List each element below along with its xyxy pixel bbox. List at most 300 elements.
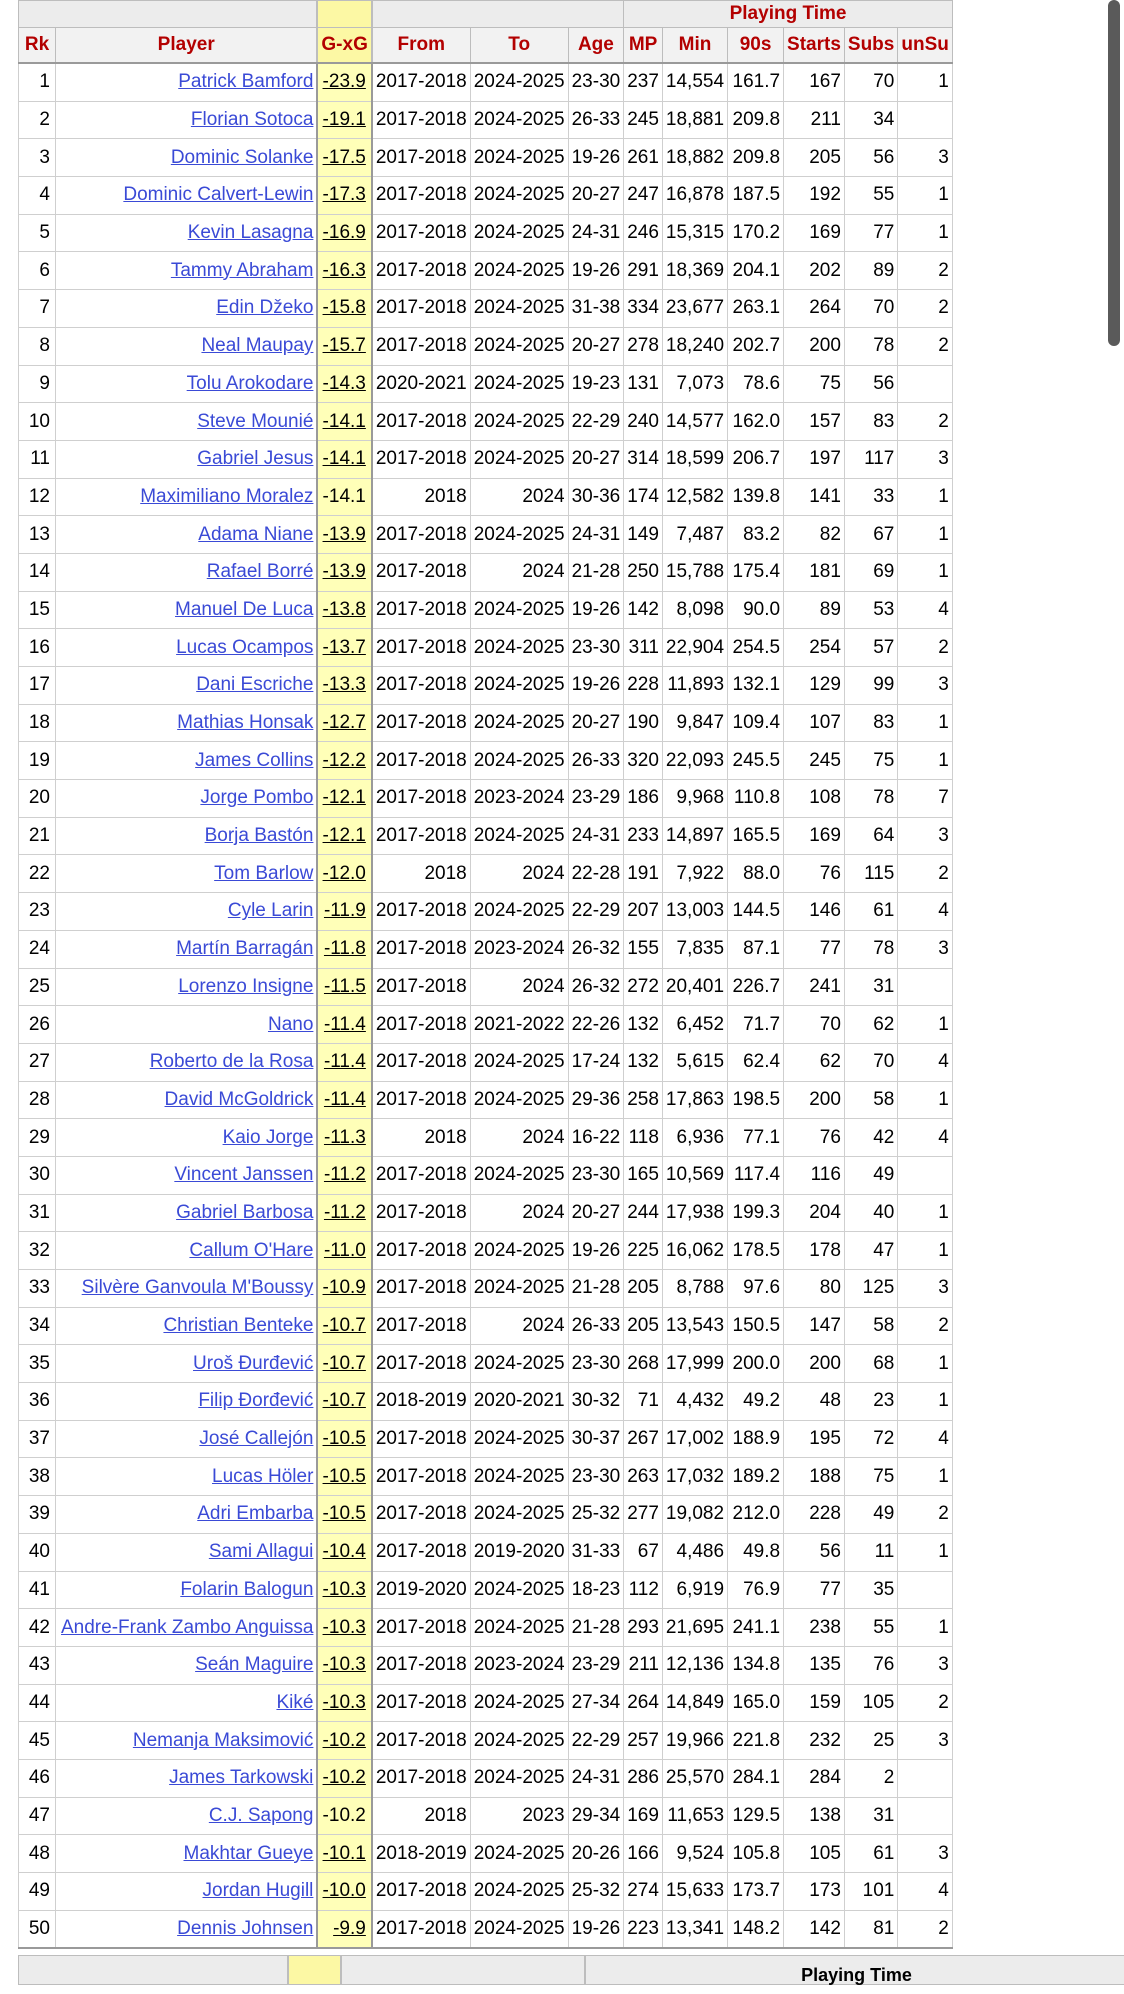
over-header-gxg-blank — [317, 1, 371, 28]
player-link[interactable]: Tammy Abraham — [170, 259, 314, 281]
cell-starts: 254 — [784, 629, 845, 667]
cell-min: 20,401 — [662, 968, 727, 1006]
player-link[interactable]: Tolu Arokodare — [186, 372, 314, 394]
col-header-age[interactable]: Age — [568, 28, 624, 64]
gxg-link[interactable]: -13.9 — [322, 523, 366, 545]
cell-player — [56, 893, 318, 931]
cell-rk: 3 — [19, 139, 56, 177]
player-link[interactable]: Maximiliano Moralez — [140, 485, 314, 507]
cell-mp: 267 — [624, 1420, 663, 1458]
gxg-link[interactable]: -13.8 — [322, 598, 366, 620]
gxg-link[interactable]: -10.5 — [322, 1465, 366, 1487]
col-header-mp[interactable]: MP — [624, 28, 663, 64]
player-link[interactable]: Andre-Frank Zambo Anguissa — [61, 1616, 314, 1638]
player-link[interactable]: C.J. Sapong — [208, 1804, 314, 1826]
cell-from: 2017-2018 — [372, 214, 470, 252]
cell-min: 7,487 — [662, 516, 727, 554]
cell-n90: 209.8 — [728, 139, 784, 177]
cell-subs: 25 — [844, 1722, 897, 1760]
player-link[interactable]: Tom Barlow — [214, 862, 314, 884]
gxg-link[interactable]: -10.7 — [322, 1352, 366, 1374]
cell-subs: 57 — [844, 629, 897, 667]
cell-player — [56, 365, 318, 403]
player-link[interactable]: Nano — [267, 1013, 314, 1035]
cell-n90: 173.7 — [728, 1873, 784, 1911]
player-link[interactable]: Florian Sotoca — [190, 109, 314, 131]
player-link[interactable]: Dominic Solanke — [170, 146, 314, 168]
col-header-min[interactable]: Min — [662, 28, 727, 64]
cell-starts: 200 — [784, 1345, 845, 1383]
cell-age: 20-26 — [568, 1835, 624, 1873]
cell-gxg — [317, 1006, 371, 1044]
cell-age: 23-30 — [568, 1156, 624, 1194]
player-link[interactable]: José Callejón — [199, 1428, 314, 1450]
gxg-link[interactable]: -11.8 — [323, 938, 366, 960]
cell-subs: 31 — [844, 1797, 897, 1835]
cell-mp: 246 — [624, 214, 663, 252]
cell-from: 2017-2018 — [372, 1722, 470, 1760]
gxg-link[interactable]: -12.1 — [322, 825, 366, 847]
player-link[interactable]: Lorenzo Insigne — [178, 975, 314, 997]
gxg-link[interactable]: -23.9 — [322, 71, 366, 93]
cell-starts: 241 — [784, 968, 845, 1006]
cell-mp: 71 — [624, 1383, 663, 1421]
player-link[interactable]: Adri Embarba — [197, 1503, 314, 1525]
cell-from: 2017-2018 — [372, 252, 470, 290]
cell-player — [56, 1910, 318, 1948]
table-row — [19, 1043, 953, 1081]
cell-subs: 49 — [844, 1156, 897, 1194]
cell-subs: 49 — [844, 1496, 897, 1534]
gxg-link[interactable]: -10.3 — [322, 1616, 366, 1638]
gxg-link[interactable]: -17.5 — [322, 146, 366, 168]
cell-mp: 268 — [624, 1345, 663, 1383]
cell-rk: 10 — [19, 403, 56, 441]
cell-rk: 17 — [19, 667, 56, 705]
cell-gxg — [317, 742, 371, 780]
gxg-link[interactable]: -14.1 — [322, 410, 366, 432]
gxg-link[interactable]: -9.9 — [333, 1918, 366, 1940]
cell-n90: 188.9 — [728, 1420, 784, 1458]
cell-to: 2024-2025 — [470, 1156, 568, 1194]
cell-subs: 99 — [844, 667, 897, 705]
cell-gxg — [317, 290, 371, 328]
player-link[interactable]: James Tarkowski — [169, 1767, 314, 1789]
cell-gxg — [317, 177, 371, 215]
player-link[interactable]: Silvère Ganvoula M'Boussy — [81, 1277, 314, 1299]
cell-min: 18,240 — [662, 327, 727, 365]
cell-starts: 146 — [784, 893, 845, 931]
cell-min: 11,653 — [662, 1797, 727, 1835]
cell-gxg — [317, 1119, 371, 1157]
cell-rk: 50 — [19, 1910, 56, 1948]
cell-to: 2024-2025 — [470, 1571, 568, 1609]
col-header-unsubs[interactable]: unSu — [898, 28, 953, 64]
cell-unsub: 7 — [898, 780, 953, 818]
cell-player — [56, 1797, 318, 1835]
col-header-starts[interactable]: Starts — [784, 28, 845, 64]
cell-player — [56, 1156, 318, 1194]
table-row — [19, 365, 953, 403]
gxg-link[interactable]: -12.2 — [322, 749, 366, 771]
player-link[interactable]: Jorge Pombo — [200, 787, 314, 809]
gxg-link[interactable]: -13.7 — [322, 636, 366, 658]
cell-n90: 76.9 — [728, 1571, 784, 1609]
cell-age: 20-27 — [568, 440, 624, 478]
cell-player — [56, 214, 318, 252]
cell-gxg — [317, 553, 371, 591]
cell-starts: 238 — [784, 1609, 845, 1647]
cell-subs: 61 — [844, 1835, 897, 1873]
col-header-90s[interactable]: 90s — [728, 28, 784, 64]
cell-rk: 19 — [19, 742, 56, 780]
cell-from: 2017-2018 — [372, 403, 470, 441]
player-link[interactable]: Kiké — [276, 1691, 314, 1713]
col-header-from[interactable]: From — [372, 28, 470, 64]
cell-n90: 83.2 — [728, 516, 784, 554]
player-link[interactable]: Steve Mounié — [197, 410, 314, 432]
cell-unsub: 2 — [898, 403, 953, 441]
gxg-link[interactable]: -16.3 — [322, 259, 366, 281]
gxg-link[interactable]: -11.4 — [323, 1013, 366, 1035]
gxg-link[interactable]: -11.4 — [323, 1088, 366, 1110]
cell-from: 2017-2018 — [372, 1081, 470, 1119]
cell-unsub: 4 — [898, 893, 953, 931]
cell-unsub: 1 — [898, 1458, 953, 1496]
cell-gxg — [317, 1458, 371, 1496]
player-link[interactable]: Manuel De Luca — [175, 598, 314, 620]
gxg-link[interactable]: -11.0 — [323, 1239, 366, 1261]
cell-from: 2017-2018 — [372, 1910, 470, 1948]
cell-gxg — [317, 1533, 371, 1571]
table-row — [19, 177, 953, 215]
cell-age: 24-31 — [568, 1759, 624, 1797]
col-header-to[interactable]: To — [470, 28, 568, 64]
gxg-link[interactable]: -12.0 — [322, 862, 366, 884]
cell-n90: 129.5 — [728, 1797, 784, 1835]
gxg-link[interactable]: -16.9 — [322, 222, 366, 244]
cell-starts: 192 — [784, 177, 845, 215]
player-link[interactable]: Roberto de la Rosa — [149, 1051, 314, 1073]
cell-gxg — [317, 1081, 371, 1119]
cell-mp: 174 — [624, 478, 663, 516]
cell-starts: 89 — [784, 591, 845, 629]
player-link[interactable]: Dani Escriche — [196, 674, 314, 696]
cell-to: 2020-2021 — [470, 1383, 568, 1421]
cell-n90: 199.3 — [728, 1194, 784, 1232]
table-row — [19, 1910, 953, 1948]
cell-unsub: 1 — [898, 177, 953, 215]
cell-to: 2024-2025 — [470, 101, 568, 139]
gxg-link[interactable]: -10.3 — [322, 1654, 366, 1676]
player-link[interactable]: Cyle Larin — [227, 900, 314, 922]
gxg-link[interactable]: -19.1 — [322, 109, 366, 131]
table-row — [19, 1759, 953, 1797]
gxg-link[interactable]: -13.3 — [322, 674, 366, 696]
cell-rk: 12 — [19, 478, 56, 516]
cell-starts: 157 — [784, 403, 845, 441]
player-link[interactable]: Martín Barragán — [176, 938, 314, 960]
cell-n90: 90.0 — [728, 591, 784, 629]
cell-mp: 247 — [624, 177, 663, 215]
cell-to: 2024-2025 — [470, 1345, 568, 1383]
table-row — [19, 1006, 953, 1044]
cell-min: 18,599 — [662, 440, 727, 478]
cell-to: 2024-2025 — [470, 1496, 568, 1534]
over-header-row — [19, 1, 953, 28]
cell-from: 2017-2018 — [372, 930, 470, 968]
cell-subs: 125 — [844, 1270, 897, 1308]
gxg-link[interactable]: -10.3 — [322, 1578, 366, 1600]
cell-gxg — [317, 252, 371, 290]
cell-subs: 33 — [844, 478, 897, 516]
cell-from: 2017-2018 — [372, 1496, 470, 1534]
player-link[interactable]: Borja Bastón — [204, 825, 314, 847]
cell-subs: 83 — [844, 403, 897, 441]
cell-min: 6,919 — [662, 1571, 727, 1609]
cell-min: 18,881 — [662, 101, 727, 139]
cell-age: 22-26 — [568, 1006, 624, 1044]
player-link[interactable]: Nemanja Maksimović — [132, 1729, 314, 1751]
cell-n90: 139.8 — [728, 478, 784, 516]
cell-from: 2017-2018 — [372, 1533, 470, 1571]
cell-rk: 24 — [19, 930, 56, 968]
player-link[interactable]: Seán Maguire — [195, 1654, 314, 1676]
cell-to: 2024-2025 — [470, 1873, 568, 1911]
gxg-link[interactable]: -10.7 — [322, 1315, 366, 1337]
gxg-link[interactable]: -11.9 — [323, 900, 366, 922]
cell-min: 6,452 — [662, 1006, 727, 1044]
cell-gxg — [317, 440, 371, 478]
cell-unsub — [898, 1571, 953, 1609]
cell-player — [56, 1571, 318, 1609]
cell-min: 18,369 — [662, 252, 727, 290]
player-link[interactable]: James Collins — [195, 749, 314, 771]
gxg-link[interactable]: -13.9 — [322, 561, 366, 583]
cell-from: 2017-2018 — [372, 553, 470, 591]
cell-player — [56, 780, 318, 818]
cell-age: 22-28 — [568, 855, 624, 893]
cell-n90: 200.0 — [728, 1345, 784, 1383]
player-link[interactable]: Mathias Honsak — [177, 712, 314, 734]
gxg-link[interactable]: -14.1 — [322, 448, 366, 470]
gxg-link[interactable]: -10.5 — [322, 1503, 366, 1525]
cell-subs: 23 — [844, 1383, 897, 1421]
cell-to: 2024-2025 — [470, 516, 568, 554]
cell-min: 14,897 — [662, 817, 727, 855]
cell-player — [56, 177, 318, 215]
cell-unsub: 2 — [898, 252, 953, 290]
gxg-link[interactable]: -10.1 — [322, 1842, 366, 1864]
table-row — [19, 1722, 953, 1760]
player-link[interactable]: Lucas Höler — [212, 1465, 314, 1487]
cell-unsub: 1 — [898, 553, 953, 591]
cell-rk: 36 — [19, 1383, 56, 1421]
cell-subs: 89 — [844, 252, 897, 290]
table-row — [19, 667, 953, 705]
cell-from: 2017-2018 — [372, 742, 470, 780]
table-row — [19, 742, 953, 780]
cell-age: 30-37 — [568, 1420, 624, 1458]
cell-unsub: 1 — [898, 214, 953, 252]
player-link[interactable]: Edin Džeko — [216, 297, 314, 319]
col-header-subs[interactable]: Subs — [844, 28, 897, 64]
player-link[interactable]: Sami Allagui — [208, 1541, 314, 1563]
cell-to: 2024-2025 — [470, 1835, 568, 1873]
cell-gxg — [317, 930, 371, 968]
cell-from: 2017-2018 — [372, 327, 470, 365]
cell-to: 2024-2025 — [470, 591, 568, 629]
cell-gxg — [317, 855, 371, 893]
cell-rk: 15 — [19, 591, 56, 629]
cell-subs: 70 — [844, 63, 897, 101]
player-link[interactable]: Dennis Johnsen — [177, 1918, 314, 1940]
gxg-link[interactable]: -10.9 — [322, 1277, 366, 1299]
cell-rk: 42 — [19, 1609, 56, 1647]
player-link[interactable]: Callum O'Hare — [189, 1239, 314, 1261]
cell-n90: 132.1 — [728, 667, 784, 705]
gxg-link[interactable]: -15.7 — [322, 335, 366, 357]
cell-from: 2017-2018 — [372, 1156, 470, 1194]
table-row — [19, 1420, 953, 1458]
cell-min: 12,582 — [662, 478, 727, 516]
cell-unsub: 3 — [898, 1722, 953, 1760]
player-link[interactable]: Folarin Balogun — [180, 1578, 314, 1600]
cell-rk: 16 — [19, 629, 56, 667]
player-link[interactable]: Kevin Lasagna — [187, 222, 314, 244]
player-link[interactable]: David McGoldrick — [164, 1088, 314, 1110]
cell-rk: 38 — [19, 1458, 56, 1496]
cell-min: 9,968 — [662, 780, 727, 818]
cell-min: 13,543 — [662, 1307, 727, 1345]
cell-age: 31-38 — [568, 290, 624, 328]
cell-min: 13,341 — [662, 1910, 727, 1948]
cell-rk: 4 — [19, 177, 56, 215]
player-link[interactable]: Neal Maupay — [201, 335, 314, 357]
player-link[interactable]: Uroš Đurđević — [193, 1352, 314, 1374]
player-link[interactable]: Gabriel Barbosa — [176, 1201, 314, 1223]
col-header-rk[interactable]: Rk — [19, 28, 56, 64]
cell-gxg — [317, 1307, 371, 1345]
gxg-link[interactable]: -10.2 — [322, 1729, 366, 1751]
cell-unsub: 1 — [898, 1383, 953, 1421]
cell-gxg — [317, 591, 371, 629]
gxg-link[interactable]: -17.3 — [322, 184, 366, 206]
gxg-link[interactable]: -10.0 — [322, 1880, 366, 1902]
player-link[interactable]: Makhtar Gueye — [183, 1842, 314, 1864]
player-link[interactable]: Jordan Hugill — [202, 1880, 314, 1902]
cell-min: 8,098 — [662, 591, 727, 629]
gxg-link[interactable]: -10.4 — [322, 1541, 366, 1563]
gxg-link[interactable]: -11.2 — [323, 1164, 366, 1186]
cell-mp: 118 — [624, 1119, 663, 1157]
cell-from: 2017-2018 — [372, 1759, 470, 1797]
cell-age: 17-24 — [568, 1043, 624, 1081]
gxg-link[interactable]: -15.8 — [322, 297, 366, 319]
gxg-link[interactable]: -12.1 — [322, 787, 366, 809]
gxg-link[interactable]: -10.5 — [322, 1428, 366, 1450]
table-row — [19, 403, 953, 441]
scrollbar-thumb[interactable] — [1108, 0, 1120, 346]
cell-player — [56, 1119, 318, 1157]
cell-starts: 205 — [784, 139, 845, 177]
gxg-link[interactable]: -11.5 — [323, 975, 366, 997]
cell-unsub: 1 — [898, 704, 953, 742]
cell-starts: 141 — [784, 478, 845, 516]
cell-starts: 107 — [784, 704, 845, 742]
cell-age: 16-22 — [568, 1119, 624, 1157]
cell-age: 23-30 — [568, 1458, 624, 1496]
gxg-link[interactable]: -11.2 — [323, 1201, 366, 1223]
cell-to: 2024-2025 — [470, 893, 568, 931]
cell-min: 14,849 — [662, 1684, 727, 1722]
cell-subs: 64 — [844, 817, 897, 855]
cell-to: 2024-2025 — [470, 63, 568, 101]
player-link[interactable]: Lucas Ocampos — [176, 636, 314, 658]
player-link[interactable]: Christian Benteke — [163, 1315, 314, 1337]
cell-min: 16,062 — [662, 1232, 727, 1270]
cell-unsub — [898, 1759, 953, 1797]
cell-unsub: 3 — [898, 1646, 953, 1684]
cell-player — [56, 252, 318, 290]
cell-player — [56, 1722, 318, 1760]
gxg-link[interactable]: -11.4 — [323, 1051, 366, 1073]
cell-min: 17,999 — [662, 1345, 727, 1383]
col-header-gxg[interactable]: G-xG — [317, 28, 371, 64]
cell-from: 2017-2018 — [372, 968, 470, 1006]
col-header-player[interactable]: Player — [56, 28, 318, 64]
cell-from: 2019-2020 — [372, 1571, 470, 1609]
player-link[interactable]: Gabriel Jesus — [197, 448, 314, 470]
cell-starts: 202 — [784, 252, 845, 290]
cell-from: 2017-2018 — [372, 667, 470, 705]
player-link[interactable]: Kaio Jorge — [222, 1126, 314, 1148]
cell-unsub: 1 — [898, 1345, 953, 1383]
gxg-link[interactable]: -11.3 — [323, 1126, 366, 1148]
gxg-link[interactable]: -14.3 — [322, 372, 366, 394]
cell-age: 29-34 — [568, 1797, 624, 1835]
cell-min: 22,904 — [662, 629, 727, 667]
cell-player — [56, 930, 318, 968]
player-link[interactable]: Rafael Borré — [206, 561, 314, 583]
table-row — [19, 63, 953, 101]
table-row — [19, 1458, 953, 1496]
gxg-link[interactable]: -12.7 — [322, 712, 366, 734]
table-row — [19, 629, 953, 667]
gxg-link[interactable]: -10.7 — [322, 1390, 366, 1412]
cell-rk: 5 — [19, 214, 56, 252]
player-link[interactable]: Dominic Calvert-Lewin — [123, 184, 314, 206]
player-link[interactable]: Adama Niane — [198, 523, 314, 545]
cell-n90: 165.5 — [728, 817, 784, 855]
cell-unsub: 4 — [898, 1043, 953, 1081]
cell-min: 4,486 — [662, 1533, 727, 1571]
player-link[interactable]: Filip Đorđević — [198, 1390, 314, 1412]
cell-age: 18-23 — [568, 1571, 624, 1609]
cell-gxg — [317, 1232, 371, 1270]
cell-gxg — [317, 780, 371, 818]
gxg-link[interactable]: -10.2 — [322, 1767, 366, 1789]
cell-player — [56, 629, 318, 667]
table-row — [19, 478, 953, 516]
player-link[interactable]: Vincent Janssen — [174, 1164, 314, 1186]
cell-rk: 32 — [19, 1232, 56, 1270]
cell-age: 23-29 — [568, 780, 624, 818]
cell-from: 2018 — [372, 1119, 470, 1157]
gxg-link[interactable]: -10.3 — [322, 1691, 366, 1713]
cell-to: 2024-2025 — [470, 1910, 568, 1948]
player-link[interactable]: Patrick Bamford — [178, 71, 314, 93]
